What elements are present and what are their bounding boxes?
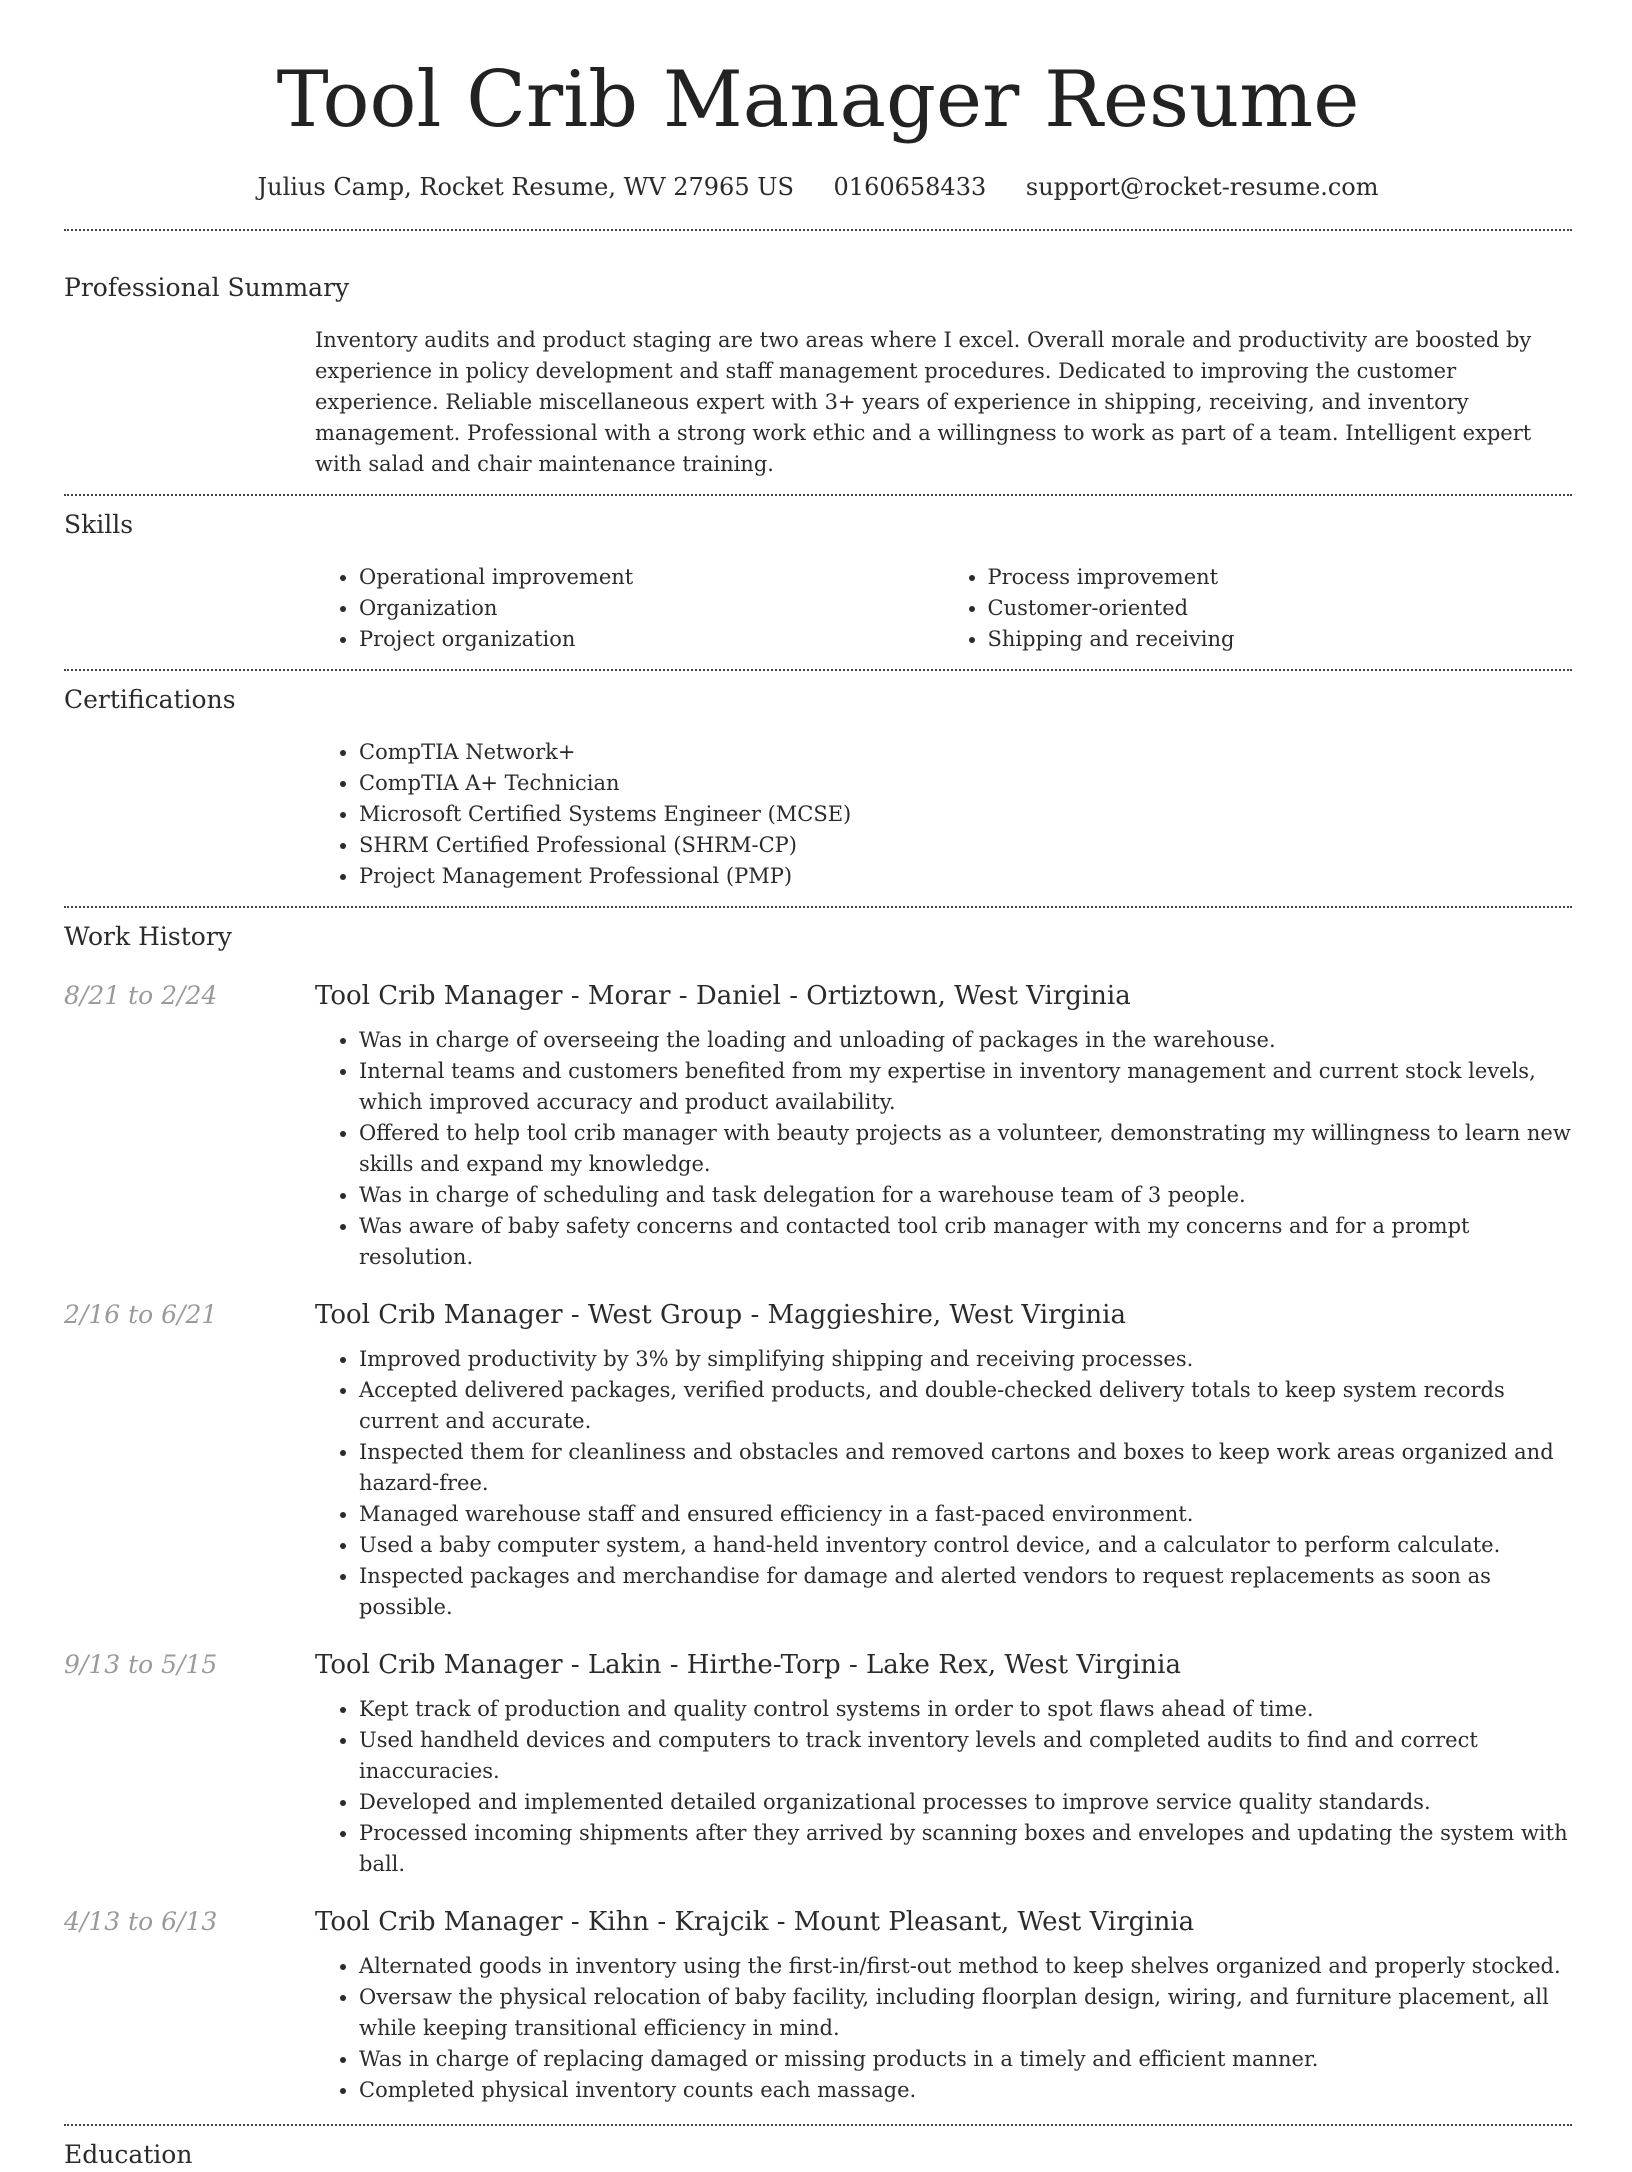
job-title: Tool Crib Manager - Kihn - Krajcik - Mount Pleasant, West Virginia: [315, 1907, 1195, 1937]
contact-phone: 0160658433: [833, 173, 987, 201]
list-item: • Kept track of production and quality control systems in order to spot flaws ahead of time.: [359, 1694, 1572, 1725]
list-item: • Alternated goods in inventory using the first-in/first-out method to keep shelves organized and properly stocked.: [359, 1951, 1572, 1982]
list-item: • Shipping and receiving: [988, 624, 1573, 655]
list-item: • Inspected packages and merchandise for damage and alerted vendors to request replacements as soon as possible.: [359, 1561, 1572, 1623]
job-dates: 4/13 to 6/13: [64, 1907, 218, 1936]
job-entry: [64, 979, 1572, 1273]
list-item: • Operational improvement: [359, 562, 944, 593]
list-item: • Completed physical inventory counts each massage.: [359, 2075, 1572, 2106]
list-item: • Project organization: [359, 624, 944, 655]
list-item: • Accepted delivered packages, verified products, and double-checked delivery totals to keep system records current and accurate.: [359, 1375, 1572, 1437]
list-item: • Was in charge of scheduling and task delegation for a warehouse team of 3 people.: [359, 1180, 1572, 1211]
contact-line: [64, 170, 1572, 204]
job-bullets: [315, 1344, 1572, 1623]
job-entry: [64, 1298, 1572, 1623]
skills-list-right: [944, 562, 1573, 655]
job-entry: [64, 1648, 1572, 1880]
list-item: • Internal teams and customers benefited from my expertise in inventory management and current stock levels, which improved accuracy and product availability.: [359, 1056, 1572, 1118]
certifications-list: [315, 737, 1572, 892]
contact-address: Julius Camp, Rocket Resume, WV 27965 US: [257, 173, 794, 201]
list-item: • Process improvement: [988, 562, 1573, 593]
job-title: Tool Crib Manager - West Group - Maggieshire, West Virginia: [315, 1300, 1126, 1330]
list-item: • Oversaw the physical relocation of baby facility, including floorplan design, wiring, and furniture placement, all while keeping transitional efficiency in mind.: [359, 1982, 1572, 2044]
list-item: • Developed and implemented detailed organizational processes to improve service quality standards.: [359, 1787, 1572, 1818]
list-item: • Was in charge of replacing damaged or missing products in a timely and efficient manner.: [359, 2044, 1572, 2075]
divider: [64, 494, 1572, 496]
list-item: • Project Management Professional (PMP): [359, 861, 1572, 892]
certifications-heading: Certifications: [64, 685, 236, 714]
list-item: • Customer-oriented: [988, 593, 1573, 624]
list-item: • Organization: [359, 593, 944, 624]
list-item: • Microsoft Certified Systems Engineer (MCSE): [359, 799, 1572, 830]
list-item: • CompTIA Network+: [359, 737, 1572, 768]
summary-text: Inventory audits and product staging are two areas where I excel. Overall morale and productivity are boosted by experience in policy development and staff management procedures. Dedicated to improving the customer experience. Reliable miscellaneous expert with 3+ years of experience in shipping, receiving, and inventory management. Professional with a strong work ethic and a willingness to work as part of a team. Intelligent expert with salad and chair maintenance training.: [315, 328, 1532, 476]
list-item: • Managed warehouse staff and ensured efficiency in a fast-paced environment.: [359, 1499, 1572, 1530]
education-heading: Education: [64, 2140, 193, 2169]
job-bullets: [315, 1951, 1572, 2106]
job-title: Tool Crib Manager - Morar - Daniel - Ortiztown, West Virginia: [315, 981, 1131, 1011]
resume-title: Tool Crib Manager Resume: [276, 55, 1360, 145]
skills-section: [315, 562, 1572, 655]
divider: [64, 229, 1572, 231]
summary-section: [315, 325, 1572, 480]
job-bullets: [315, 1025, 1572, 1273]
list-item: • Was aware of baby safety concerns and contacted tool crib manager with my concerns and for a prompt resolution.: [359, 1211, 1572, 1273]
list-item: • Was in charge of overseeing the loading and unloading of packages in the warehouse.: [359, 1025, 1572, 1056]
divider: [64, 2124, 1572, 2126]
divider: [64, 669, 1572, 671]
summary-heading: Professional Summary: [64, 273, 350, 302]
skills-heading: Skills: [64, 510, 134, 539]
list-item: • SHRM Certified Professional (SHRM-CP): [359, 830, 1572, 861]
job-entry: [64, 1905, 1572, 2106]
divider: [64, 906, 1572, 908]
list-item: • Used a baby computer system, a hand-held inventory control device, and a calculator to perform calculate.: [359, 1530, 1572, 1561]
resume-page: [64, 0, 1572, 2172]
skills-list-left: [315, 562, 944, 655]
list-item: • Processed incoming shipments after they arrived by scanning boxes and envelopes and updating the system with ball.: [359, 1818, 1572, 1880]
list-item: • CompTIA A+ Technician: [359, 768, 1572, 799]
job-bullet-list: [315, 1951, 1572, 2106]
certifications-section: [315, 737, 1572, 892]
job-bullet-list: [315, 1344, 1572, 1623]
work-history-heading: Work History: [64, 922, 232, 951]
job-title: Tool Crib Manager - Lakin - Hirthe-Torp - Lake Rex, West Virginia: [315, 1650, 1181, 1680]
job-bullet-list: [315, 1694, 1572, 1880]
job-bullet-list: [315, 1025, 1572, 1273]
list-item: • Used handheld devices and computers to track inventory levels and completed audits to find and correct inaccuracies.: [359, 1725, 1572, 1787]
list-item: • Improved productivity by 3% by simplifying shipping and receiving processes.: [359, 1344, 1572, 1375]
job-bullets: [315, 1694, 1572, 1880]
contact-email: support@rocket-resume.com: [1025, 173, 1379, 201]
job-dates: 2/16 to 6/21: [64, 1300, 218, 1329]
job-dates: 8/21 to 2/24: [64, 981, 218, 1010]
list-item: • Offered to help tool crib manager with beauty projects as a volunteer, demonstrating my willingness to learn new skills and expand my knowledge.: [359, 1118, 1572, 1180]
list-item: • Inspected them for cleanliness and obstacles and removed cartons and boxes to keep work areas organized and hazard-free.: [359, 1437, 1572, 1499]
job-dates: 9/13 to 5/15: [64, 1650, 218, 1679]
